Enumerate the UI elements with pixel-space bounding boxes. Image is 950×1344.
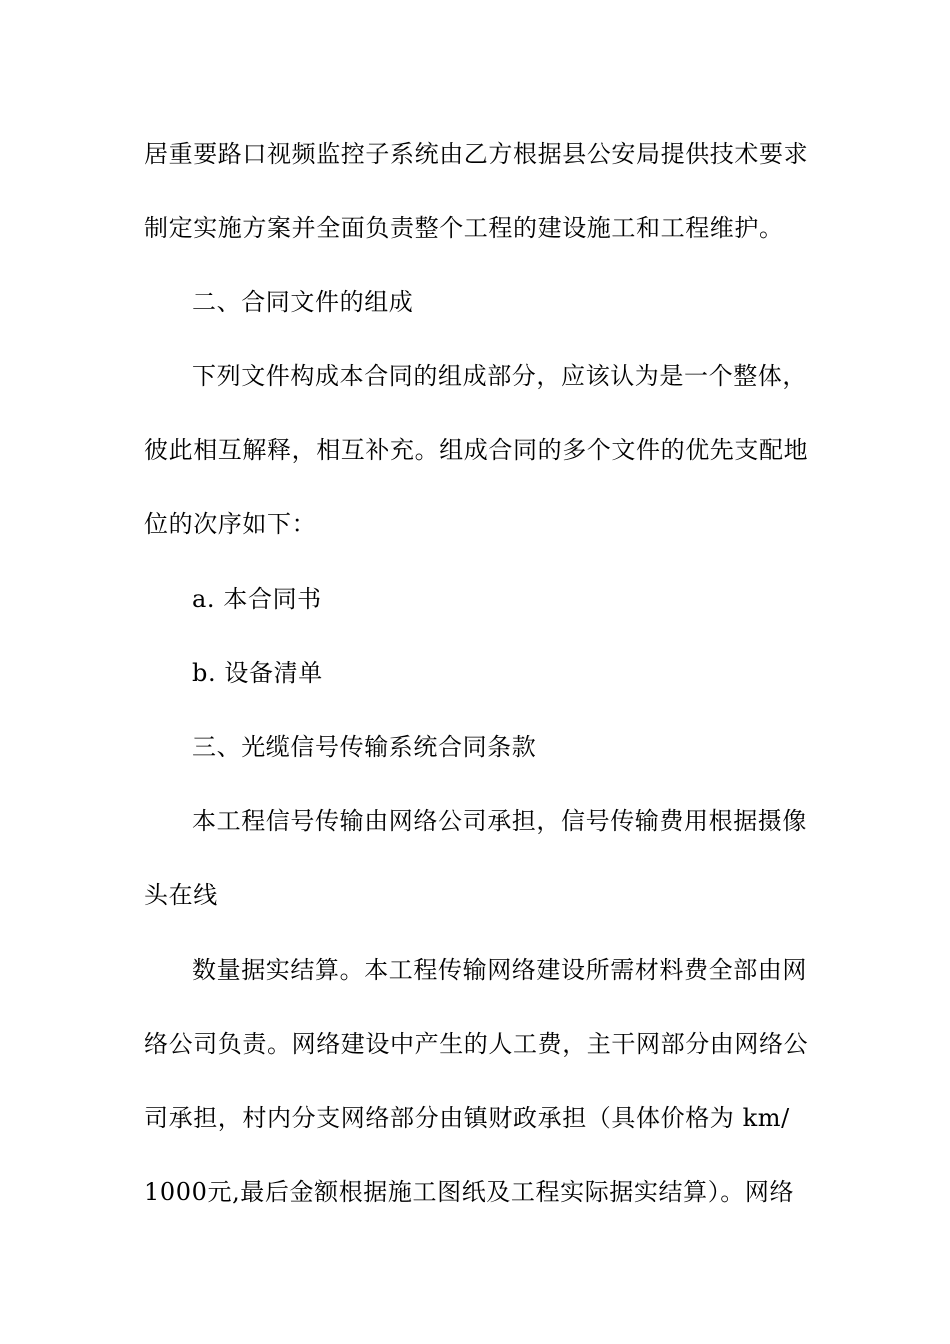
body-text-line: 居重要路口视频监控子系统由乙方根据县公安局提供技术要求 — [144, 140, 809, 168]
body-text-line: 制定实施方案并全面负责整个工程的建设施工和工程维护。 — [144, 214, 784, 242]
body-text-line: 司承担，村内分支网络部分由镇财政承担（具体价格为 km/ — [144, 1104, 790, 1132]
section-heading: 二、合同文件的组成 — [192, 288, 414, 316]
body-text-line: 位的次序如下： — [144, 510, 317, 538]
body-text-line: 下列文件构成本合同的组成部分，应该认为是一个整体， — [192, 362, 807, 390]
body-text-line: 头在线 — [144, 881, 218, 909]
body-text-line: 本工程信号传输由网络公司承担，信号传输费用根据摄像 — [192, 807, 807, 835]
section-heading: 三、光缆信号传输系统合同条款 — [192, 733, 537, 761]
body-text-line: 数量据实结算。本工程传输网络建设所需材料费全部由网 — [192, 956, 807, 984]
list-item: a. 本合同书 — [192, 585, 322, 613]
body-text-line: 络公司负责。网络建设中产生的人工费，主干网部分由网络公 — [144, 1030, 809, 1058]
body-text-line: 彼此相互解释，相互补充。组成合同的多个文件的优先支配地 — [144, 436, 809, 464]
body-text-line: 1000元,最后金额根据施工图纸及工程实际据实结算）。网络 — [144, 1178, 795, 1206]
list-item: b. 设备清单 — [192, 659, 323, 687]
